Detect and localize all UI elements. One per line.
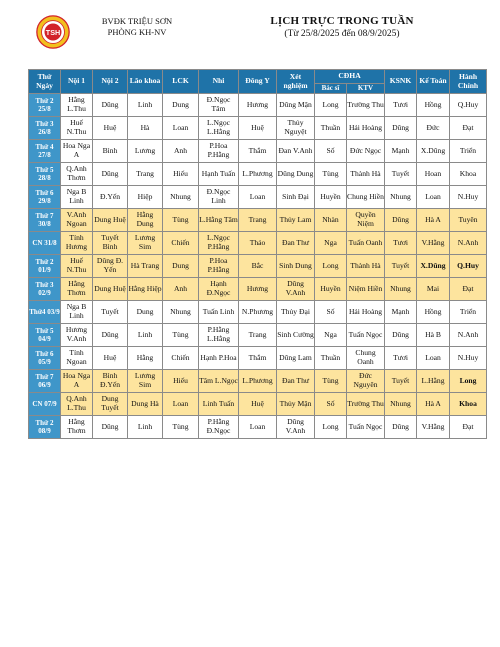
table-row <box>29 347 487 370</box>
duty-cell: Thành Hà <box>347 163 385 186</box>
duty-cell: Dung Hà <box>128 393 163 416</box>
duty-cell: N.Huy <box>450 347 487 370</box>
duty-cell: Huế N.Thu <box>61 117 93 140</box>
duty-cell: Chung Hiền <box>347 186 385 209</box>
duty-cell: Đan Thư <box>277 370 315 393</box>
duty-cell: Tính Hương <box>61 232 93 255</box>
table-row <box>29 370 487 393</box>
duty-cell: Tính Ngoan <box>61 347 93 370</box>
duty-cell: Bắc <box>239 255 277 278</box>
duty-cell: Hiệp <box>128 186 163 209</box>
duty-cell: Tươi <box>385 94 417 117</box>
duty-cell: Hải Hoàng <box>347 117 385 140</box>
duty-cell: Tuyết Bình <box>93 232 128 255</box>
duty-cell: Đ.Yến <box>93 186 128 209</box>
duty-cell: Q.Huy <box>450 94 487 117</box>
duty-cell: Long <box>315 416 347 439</box>
duty-cell: Thảo <box>239 232 277 255</box>
duty-cell: Dũng <box>385 117 417 140</box>
duty-cell: Dung Huệ <box>93 278 128 301</box>
header-lao-khoa: Lão khoa <box>128 70 163 94</box>
duty-cell: L.Ngọc P.Hằng <box>199 232 239 255</box>
duty-cell: Trang <box>128 163 163 186</box>
organization-name <box>82 16 192 38</box>
duty-cell: Hằng Thơm <box>61 416 93 439</box>
duty-cell: Loan <box>163 117 199 140</box>
table-row <box>29 117 487 140</box>
day-cell: Thứ4 03/9 <box>29 301 61 324</box>
duty-cell: Loan <box>417 347 450 370</box>
duty-cell: Tuyết <box>385 163 417 186</box>
duty-cell: V.Hằng <box>417 232 450 255</box>
org-line-1: BVĐK TRIỆU SƠN <box>101 16 173 26</box>
duty-cell: Tuyết <box>385 255 417 278</box>
duty-cell: Triển <box>450 140 487 163</box>
duty-cell: Hồng <box>417 301 450 324</box>
duty-cell: Dũng <box>385 416 417 439</box>
duty-cell: Huyền <box>315 186 347 209</box>
header-ke-toan: Kế Toán <box>417 70 450 94</box>
duty-cell: Dũng <box>385 209 417 232</box>
duty-cell: Sinh Cường <box>277 324 315 347</box>
day-cell: Thứ 3 26/8 <box>29 117 61 140</box>
duty-cell: Hồng <box>417 94 450 117</box>
duty-cell: Nhung <box>385 393 417 416</box>
duty-cell: Hoan <box>417 163 450 186</box>
duty-cell: Dũng <box>385 324 417 347</box>
day-cell: Thứ 7 30/8 <box>29 209 61 232</box>
duty-cell: Hà A <box>417 393 450 416</box>
duty-cell: Lương Sim <box>128 232 163 255</box>
duty-cell: P.Hằng L.Hằng <box>199 324 239 347</box>
svg-text:TSH: TSH <box>45 27 61 37</box>
duty-cell: Lương Sim <box>128 370 163 393</box>
table-row <box>29 278 487 301</box>
duty-cell: Q.Huy <box>450 255 487 278</box>
table-row <box>29 232 487 255</box>
duty-cell: Tùng <box>163 324 199 347</box>
duty-cell: Q.Anh L.Thu <box>61 393 93 416</box>
duty-cell: Đ.Ngọc Tâm <box>199 94 239 117</box>
duty-cell: Nhung <box>163 301 199 324</box>
duty-cell: Nga B Linh <box>61 301 93 324</box>
day-cell: CN 07/9 <box>29 393 61 416</box>
duty-cell: Huệ <box>93 347 128 370</box>
duty-cell: Hương <box>239 94 277 117</box>
duty-cell: P.Hoa P.Hằng <box>199 255 239 278</box>
duty-cell: Niệm Hiền <box>347 278 385 301</box>
duty-cell: P.Hoa P.Hằng <box>199 140 239 163</box>
duty-cell: Tuyết <box>385 370 417 393</box>
duty-cell: Hương V.Anh <box>61 324 93 347</box>
header-hanh-chinh: Hành Chính <box>450 70 487 94</box>
duty-cell: Tuấn Linh <box>199 301 239 324</box>
duty-cell: Nga B Linh <box>61 186 93 209</box>
day-cell: Thứ 6 29/8 <box>29 186 61 209</box>
duty-schedule-table <box>28 69 487 439</box>
duty-cell: Đạt <box>450 117 487 140</box>
document-subtitle: (Từ 25/8/2025 đến 08/9/2025) <box>284 29 400 39</box>
duty-cell: Linh <box>128 324 163 347</box>
duty-cell: Tùng <box>315 370 347 393</box>
day-cell: Thứ 5 28/8 <box>29 163 61 186</box>
duty-cell: Hiếu <box>163 163 199 186</box>
duty-cell: P.Hằng Đ.Ngọc <box>199 416 239 439</box>
table-row <box>29 140 487 163</box>
duty-cell: Đức <box>417 117 450 140</box>
table-row <box>29 393 487 416</box>
duty-cell: Hằng L.Thu <box>61 94 93 117</box>
duty-cell: Nhung <box>385 186 417 209</box>
duty-cell: Dung <box>163 94 199 117</box>
duty-cell: Số <box>315 301 347 324</box>
duty-cell: X.Dũng <box>417 255 450 278</box>
duty-cell: L.Phương <box>239 163 277 186</box>
duty-cell: N.Anh <box>450 232 487 255</box>
duty-cell: Tùng <box>315 163 347 186</box>
duty-cell: Hằng Dung <box>128 209 163 232</box>
header-noi-2: Nội 2 <box>93 70 128 94</box>
duty-cell: Thuần <box>315 117 347 140</box>
duty-cell: Tùng <box>163 209 199 232</box>
duty-cell: Đan V.Anh <box>277 140 315 163</box>
duty-cell: Dũng <box>93 163 128 186</box>
duty-cell: Loan <box>163 393 199 416</box>
duty-cell: Hà <box>128 117 163 140</box>
duty-cell: Thành Hà <box>347 255 385 278</box>
duty-cell: Hằng Thơm <box>61 278 93 301</box>
duty-cell: Đạt <box>450 416 487 439</box>
duty-cell: Dung <box>163 255 199 278</box>
table-row <box>29 186 487 209</box>
duty-cell: Hạnh Tuấn <box>199 163 239 186</box>
duty-cell: Linh Tuấn <box>199 393 239 416</box>
day-cell: Thứ 3 02/9 <box>29 278 61 301</box>
duty-cell: Trường Thu <box>347 94 385 117</box>
duty-cell: Long <box>315 255 347 278</box>
duty-cell: Dũng Lam <box>277 347 315 370</box>
duty-cell: Tùng <box>163 416 199 439</box>
header-ksnk: KSNK <box>385 70 417 94</box>
duty-cell: Nhung <box>385 278 417 301</box>
duty-cell: Linh <box>128 416 163 439</box>
duty-cell: Tuấn Ngọc <box>347 416 385 439</box>
table-row <box>29 324 487 347</box>
duty-cell: Dũng V.Anh <box>277 278 315 301</box>
duty-cell: Thắm <box>239 140 277 163</box>
duty-cell: Huyền <box>315 278 347 301</box>
header-noi-1: Nội 1 <box>61 70 93 94</box>
duty-cell: Sinh Dung <box>277 255 315 278</box>
day-cell: Thứ 6 05/9 <box>29 347 61 370</box>
duty-cell: Hiếu <box>163 370 199 393</box>
duty-cell: L.Hằng <box>417 370 450 393</box>
duty-cell: Hằng <box>128 347 163 370</box>
duty-cell: Mai <box>417 278 450 301</box>
duty-cell: V.Hằng <box>417 416 450 439</box>
day-cell: Thứ 2 01/9 <box>29 255 61 278</box>
duty-cell: Anh <box>163 140 199 163</box>
duty-cell: Hải Hoàng <box>347 301 385 324</box>
duty-cell: Mạnh <box>385 301 417 324</box>
duty-cell: X.Dũng <box>417 140 450 163</box>
duty-cell: Dũng Dung <box>277 163 315 186</box>
duty-cell: Hà B <box>417 324 450 347</box>
table-row <box>29 416 487 439</box>
table-row <box>29 255 487 278</box>
duty-cell: Đ.Ngọc Linh <box>199 186 239 209</box>
duty-cell: Tuyết <box>93 301 128 324</box>
table-row <box>29 163 487 186</box>
duty-cell: Trang <box>239 209 277 232</box>
duty-cell: Thủy Mận <box>277 393 315 416</box>
duty-cell: N.Anh <box>450 324 487 347</box>
duty-cell: L.Ngọc L.Hằng <box>199 117 239 140</box>
duty-cell: Đức Ngọc <box>347 140 385 163</box>
duty-cell: Hoa Nga A <box>61 370 93 393</box>
day-cell: Thứ 2 08/9 <box>29 416 61 439</box>
header-day: Thứ Ngày <box>29 70 61 94</box>
day-cell: CN 31/8 <box>29 232 61 255</box>
duty-cell: Thủy Đại <box>277 301 315 324</box>
duty-cell: Tươi <box>385 232 417 255</box>
duty-cell: Lương <box>128 140 163 163</box>
table-row <box>29 301 487 324</box>
duty-cell: Tuyên <box>450 209 487 232</box>
duty-cell: Nhàn <box>315 209 347 232</box>
duty-cell: Long <box>315 94 347 117</box>
duty-cell: Đan Thư <box>277 232 315 255</box>
document-title-block <box>222 15 462 40</box>
duty-cell: Chung Oanh <box>347 347 385 370</box>
duty-cell: V.Anh Ngoan <box>61 209 93 232</box>
header-lck: LCK <box>163 70 199 94</box>
duty-cell: L.Hằng Tâm <box>199 209 239 232</box>
duty-cell: Nga <box>315 232 347 255</box>
duty-cell: Đạt <box>450 278 487 301</box>
day-cell: Thứ 2 25/8 <box>29 94 61 117</box>
duty-cell: Thuần <box>315 347 347 370</box>
duty-cell: Linh <box>128 94 163 117</box>
duty-cell: Thủy Lam <box>277 209 315 232</box>
duty-cell: Dũng <box>93 324 128 347</box>
duty-cell: Tươi <box>385 347 417 370</box>
header-cdha: CĐHA <box>315 70 385 84</box>
document-title: LỊCH TRỰC TRONG TUẦN <box>270 15 414 27</box>
duty-cell: Dung Huệ <box>93 209 128 232</box>
header-cdha-bac-si: Bác sĩ <box>315 84 347 94</box>
duty-cell: Hoa Nga A <box>61 140 93 163</box>
duty-cell: Chiến <box>163 232 199 255</box>
duty-cell: Số <box>315 140 347 163</box>
duty-cell: Thủy Nguyệt <box>277 117 315 140</box>
duty-cell: Loan <box>239 186 277 209</box>
duty-cell: Hạnh Đ.Ngọc <box>199 278 239 301</box>
duty-cell: Khoa <box>450 393 487 416</box>
duty-cell: Dũng V.Anh <box>277 416 315 439</box>
table-row <box>29 94 487 117</box>
duty-cell: Tuấn Oanh <box>347 232 385 255</box>
duty-cell: Hương <box>239 278 277 301</box>
duty-cell: Tâm L.Ngọc <box>199 370 239 393</box>
org-line-2: PHÒNG KH-NV <box>107 27 167 37</box>
duty-cell: Dũng <box>93 94 128 117</box>
duty-cell: Số <box>315 393 347 416</box>
header-nhi: Nhi <box>199 70 239 94</box>
day-cell: Thứ 5 04/9 <box>29 324 61 347</box>
duty-cell: Huế N.Thu <box>61 255 93 278</box>
duty-cell: Dũng <box>93 416 128 439</box>
duty-cell: Huệ <box>93 117 128 140</box>
duty-cell: Sinh Đại <box>277 186 315 209</box>
table-row <box>29 209 487 232</box>
schedule-body <box>29 94 487 439</box>
duty-cell: Long <box>450 370 487 393</box>
duty-cell: Quyền Niệm <box>347 209 385 232</box>
duty-cell: Hà Trang <box>128 255 163 278</box>
duty-cell: Nhung <box>163 186 199 209</box>
day-cell: Thứ 4 27/8 <box>29 140 61 163</box>
duty-cell: Đức Nguyên <box>347 370 385 393</box>
duty-cell: Bình Đ.Yến <box>93 370 128 393</box>
hospital-logo-icon <box>36 15 70 49</box>
duty-cell: Dung <box>128 301 163 324</box>
duty-cell: Nga <box>315 324 347 347</box>
duty-cell: Trang <box>239 324 277 347</box>
duty-cell: Bình <box>93 140 128 163</box>
duty-cell: Hà A <box>417 209 450 232</box>
duty-cell: Q.Anh Thơm <box>61 163 93 186</box>
duty-cell: Anh <box>163 278 199 301</box>
day-cell: Thứ 7 06/9 <box>29 370 61 393</box>
header-cdha-ktv: KTV <box>347 84 385 94</box>
duty-cell: N.Huy <box>450 186 487 209</box>
duty-cell: Hạnh P.Hoa <box>199 347 239 370</box>
duty-cell: N.Phương <box>239 301 277 324</box>
duty-cell: Dũng Mận <box>277 94 315 117</box>
duty-cell: Dung Tuyết <box>93 393 128 416</box>
duty-cell: Khoa <box>450 163 487 186</box>
duty-cell: Hằng Hiệp <box>128 278 163 301</box>
duty-cell: Thắm <box>239 347 277 370</box>
duty-cell: Triển <box>450 301 487 324</box>
duty-cell: Huệ <box>239 117 277 140</box>
duty-cell: Mạnh <box>385 140 417 163</box>
duty-cell: Trường Thu <box>347 393 385 416</box>
duty-cell: Chiến <box>163 347 199 370</box>
duty-cell: L.Phương <box>239 370 277 393</box>
header-dong-y: Đông Y <box>239 70 277 94</box>
duty-cell: Huệ <box>239 393 277 416</box>
duty-cell: Loan <box>239 416 277 439</box>
duty-cell: Dũng Đ. Yến <box>93 255 128 278</box>
header-xet-nghiem: Xét nghiệm <box>277 70 315 94</box>
duty-cell: Tuấn Ngọc <box>347 324 385 347</box>
duty-cell: Loan <box>417 186 450 209</box>
